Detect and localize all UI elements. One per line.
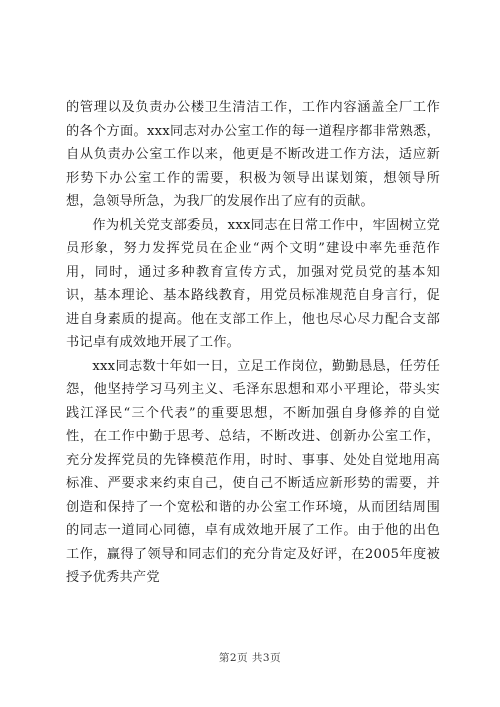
page-number-footer: 第2页 共3页 xyxy=(218,652,282,664)
paragraph-3: xxx同志数十年如一日，立足工作岗位，勤勤恳恳，任劳任怨，他坚持学习马列主义、毛泽东思想和邓小平理论，带头实践江泽民“三个代表”的重要思想，不断加强自身修养的自觉性，在工作中勤于思考、总结，不断改进、创新办公室工作，充分发挥党员的先锋模范作用，时时、事事、处处自觉地用高标准、严要求来约束自己，使自己不断适应新形势的需要，并创造和保持了一个宽松和谐的办公室工作环境，从而团结周围的同志一道同心同德，卓有成效地开展了工作。由于他的出色工作，赢得了领导和同志们的充分肯定及好评，在2005年度被授予优秀共产党 xyxy=(66,358,440,585)
document-body xyxy=(66,96,440,590)
paragraph-2: 作为机关党支部委员，xxx同志在日常工作中，牢固树立党员形象，努力发挥党员在企业“两个文明”建设中率先垂范作用，同时，通过多种教育宣传方式，加强对党员党的基本知识，基本理论、基本路线教育，用党员标准规范自身言行，促进自身素质的提高。他在支部工作上，他也尽心尽力配合支部书记卓有成效地开展了工作。 xyxy=(66,217,440,350)
paragraph-1: 的管理以及负责办公楼卫生清洁工作，工作内容涵盖全厂工作的各个方面。xxx同志对办公室工作的每一道程序都非常熟悉，自从负责办公室工作以来，他更是不断改进工作方法，适应新形势下办公室工作的需要，积极为领导出谋划策，想领导所想，急领导所急，为我厂的发展作出了应有的贡献。 xyxy=(66,100,440,209)
